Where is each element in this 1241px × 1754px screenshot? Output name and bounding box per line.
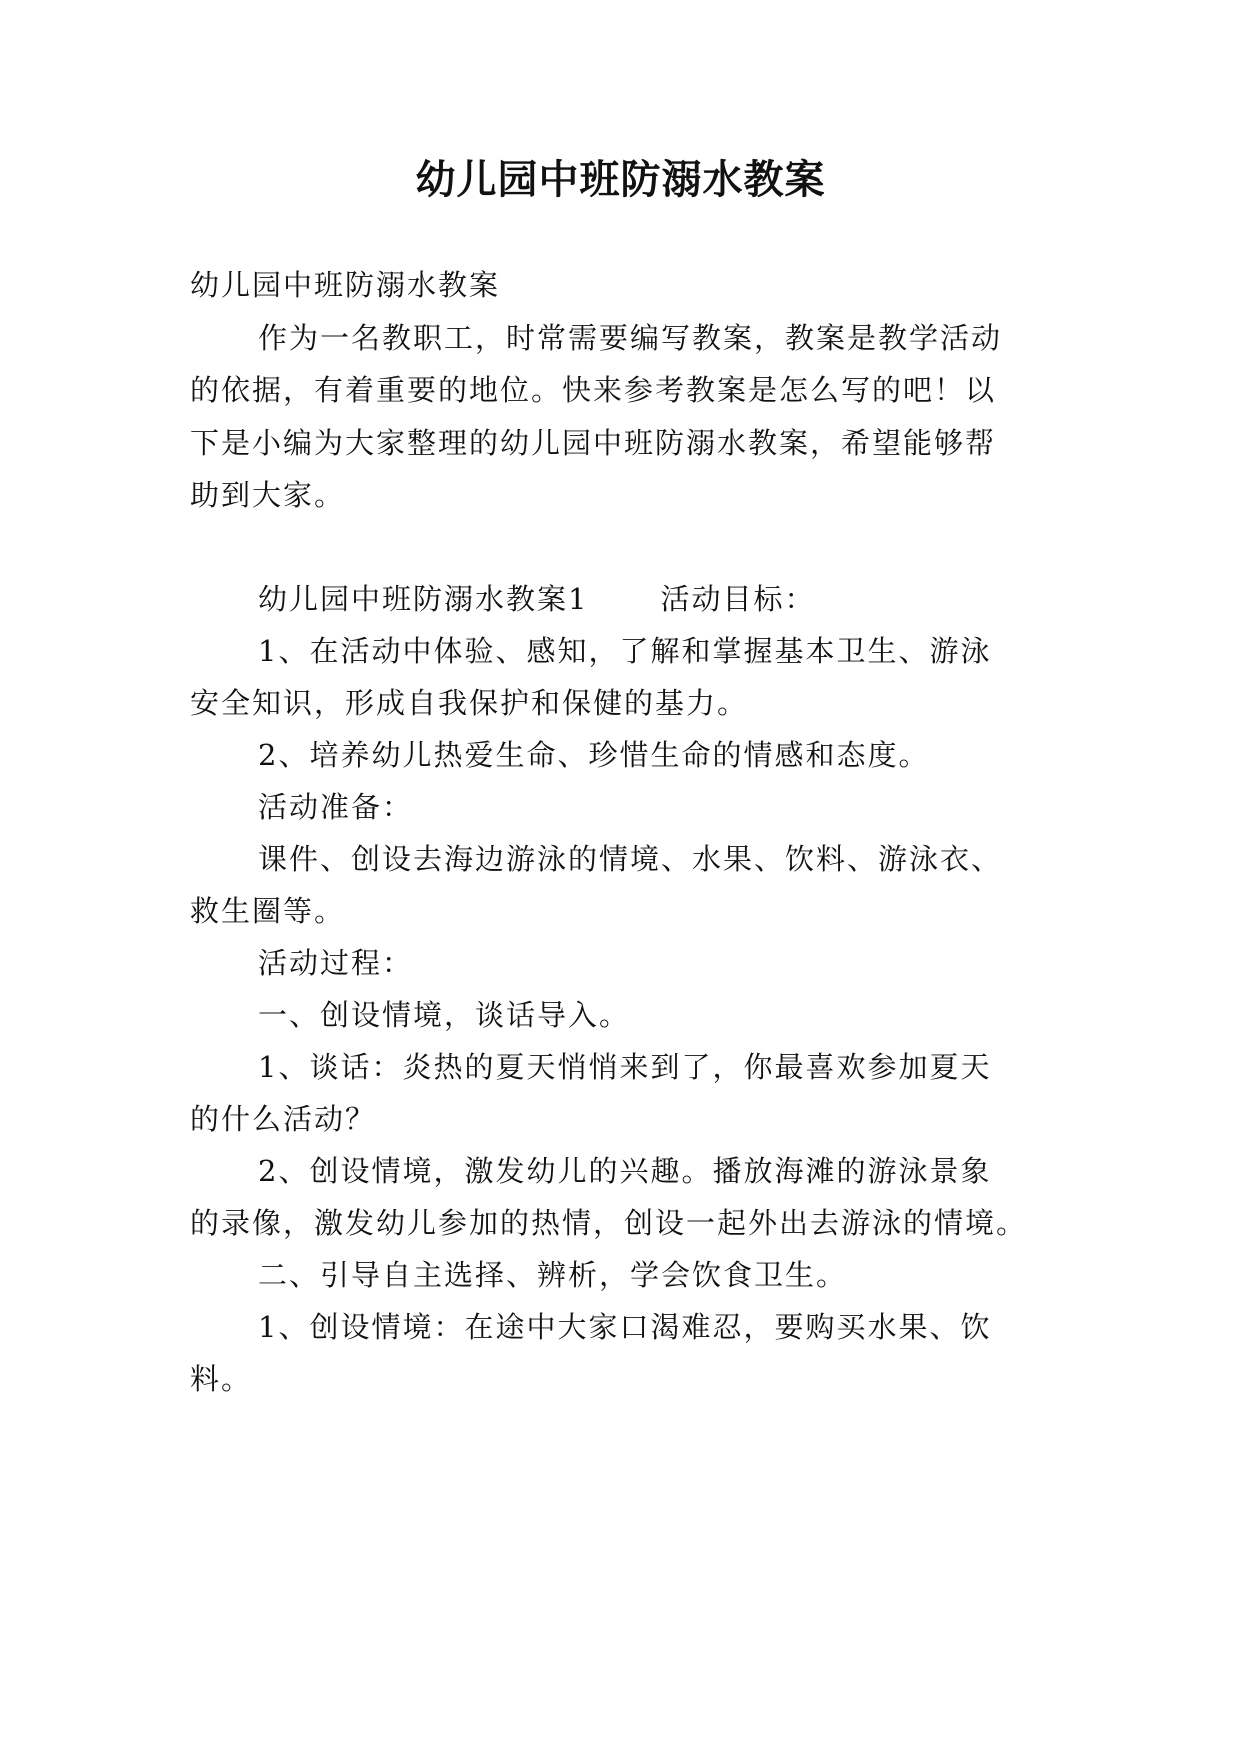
intro-line: 助到大家。 — [190, 478, 346, 512]
paragraph-line: 的录像，激发幼儿参加的热情，创设一起外出去游泳的情境。 — [190, 1206, 1028, 1240]
paragraph-line: 1、在活动中体验、感知，了解和掌握基本卫生、游泳 — [258, 634, 992, 668]
section-heading: 幼儿园中班防溺水教案1 — [258, 582, 589, 616]
paragraph-line: 的什么活动？ — [190, 1102, 377, 1136]
section-heading-row — [258, 579, 815, 619]
paragraph-line: 1、谈话：炎热的夏天悄悄来到了，你最喜欢参加夏天 — [258, 1050, 992, 1084]
subtitle: 幼儿园中班防溺水教案 — [190, 268, 501, 302]
paragraph-line: 课件、创设去海边游泳的情境、水果、饮料、游泳衣、 — [258, 842, 1003, 876]
paragraph-line: 料。 — [190, 1362, 253, 1396]
paragraph-line: 2、创设情境，激发幼儿的兴趣。播放海滩的游泳景象 — [258, 1154, 992, 1188]
document-title: 幼儿园中班防溺水教案 — [415, 157, 826, 203]
intro-line: 作为一名教职工，时常需要编写教案，教案是教学活动 — [258, 321, 1003, 355]
goals-heading: 活动目标： — [660, 582, 816, 616]
paragraph-line: 1、创设情境：在途中大家口渴难忍，要购买水果、饮 — [258, 1310, 992, 1344]
paragraph-line: 活动过程： — [258, 946, 414, 980]
intro-line: 的依据，有着重要的地位。快来参考教案是怎么写的吧！以 — [190, 373, 997, 407]
intro-line: 下是小编为大家整理的幼儿园中班防溺水教案，希望能够帮 — [190, 426, 997, 460]
paragraph-line: 2、培养幼儿热爱生命、珍惜生命的情感和态度。 — [258, 738, 930, 772]
paragraph-line: 活动准备： — [258, 790, 414, 824]
paragraph-line: 二、引导自主选择、辨析，学会饮食卫生。 — [258, 1258, 848, 1292]
paragraph-line: 救生圈等。 — [190, 894, 346, 928]
paragraph-line: 安全知识，形成自我保护和保健的基力。 — [190, 686, 749, 720]
paragraph-line: 一、创设情境，谈话导入。 — [258, 998, 631, 1032]
